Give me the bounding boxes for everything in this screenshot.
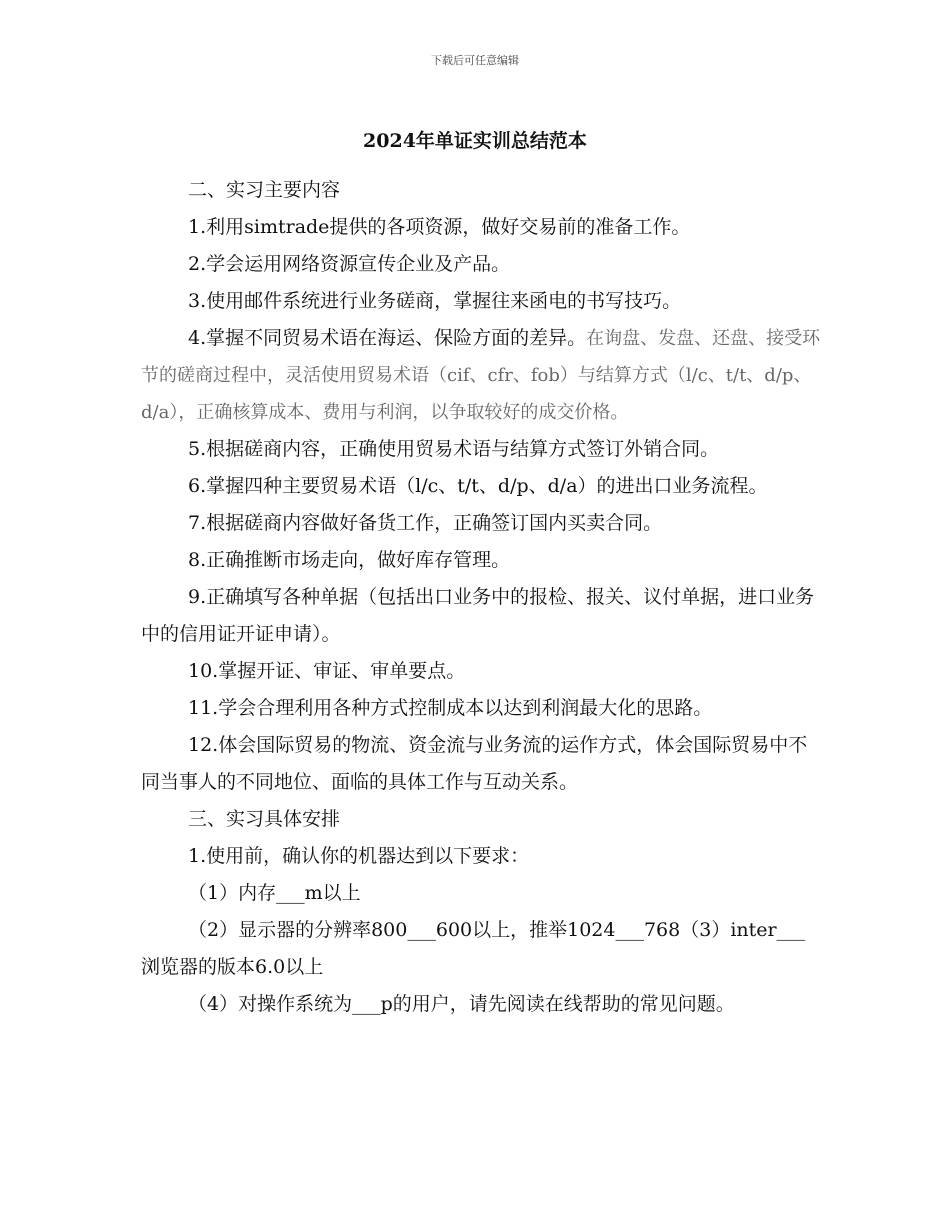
paragraph: 2.学会运用网络资源宣传企业及产品。: [188, 253, 511, 275]
paragraph: 1.使用前，确认你的机器达到以下要求：: [188, 845, 530, 867]
paragraph: 6.掌握四种主要贸易术语（l/c、t/t、d/p、d/a）的进出口业务流程。: [188, 475, 768, 497]
paragraph: 7.根据磋商内容做好备货工作，正确签订国内买卖合同。: [188, 512, 663, 534]
section-heading: 二、实习主要内容: [188, 179, 341, 201]
paragraph: 3.使用邮件系统进行业务磋商，掌握往来函电的书写技巧。: [188, 290, 682, 312]
paragraph: 12.体会国际贸易的物流、资金流与业务流的运作方式，体会国际贸易中不同当事人的不同地位、面临的具体工作与互动关系。: [141, 734, 808, 793]
paragraph: 5.根据磋商内容，正确使用贸易术语与结算方式签订外销合同。: [188, 438, 720, 460]
paragraph-gray-text: 在询盘、发盘、还盘、接受环节的磋商过程中，灵活使用贸易术语（cif、cfr、fob）与结算方式（l/c、t/t、d/p、d/a），正确核算成本、费用与利润，以争取较好的成交价格。: [141, 328, 821, 423]
document-body: [141, 172, 821, 1023]
paragraph: 11.学会合理利用各种方式控制成本以达到利润最大化的思路。: [188, 697, 713, 719]
paragraph-lead: 4.掌握不同贸易术语在海运、保险方面的差异。: [188, 327, 587, 349]
paragraph: [141, 320, 821, 431]
paragraph: 9.正确填写各种单据（包括出口业务中的报检、报关、议付单据，进口业务中的信用证开证申请）。: [141, 586, 815, 645]
paragraph: （1）内存___m以上: [188, 882, 361, 904]
paragraph: 1.利用simtrade提供的各项资源，做好交易前的准备工作。: [188, 216, 691, 238]
paragraph: （2）显示器的分辨率800___600以上，推举1024___768（3）inter___浏览器的版本6.0以上: [141, 919, 806, 978]
document-title: 2024年单证实训总结范本: [363, 130, 587, 152]
page-header: 下载后可任意编辑: [431, 54, 519, 67]
paragraph: 8.正确推断市场走向，做好库存管理。: [188, 549, 511, 571]
paragraph: 10.掌握开证、审证、审单要点。: [188, 660, 466, 682]
section-heading: 三、实习具体安排: [188, 808, 341, 830]
paragraph: （4）对操作系统为___p的用户，请先阅读在线帮助的常见问题。: [188, 993, 735, 1015]
